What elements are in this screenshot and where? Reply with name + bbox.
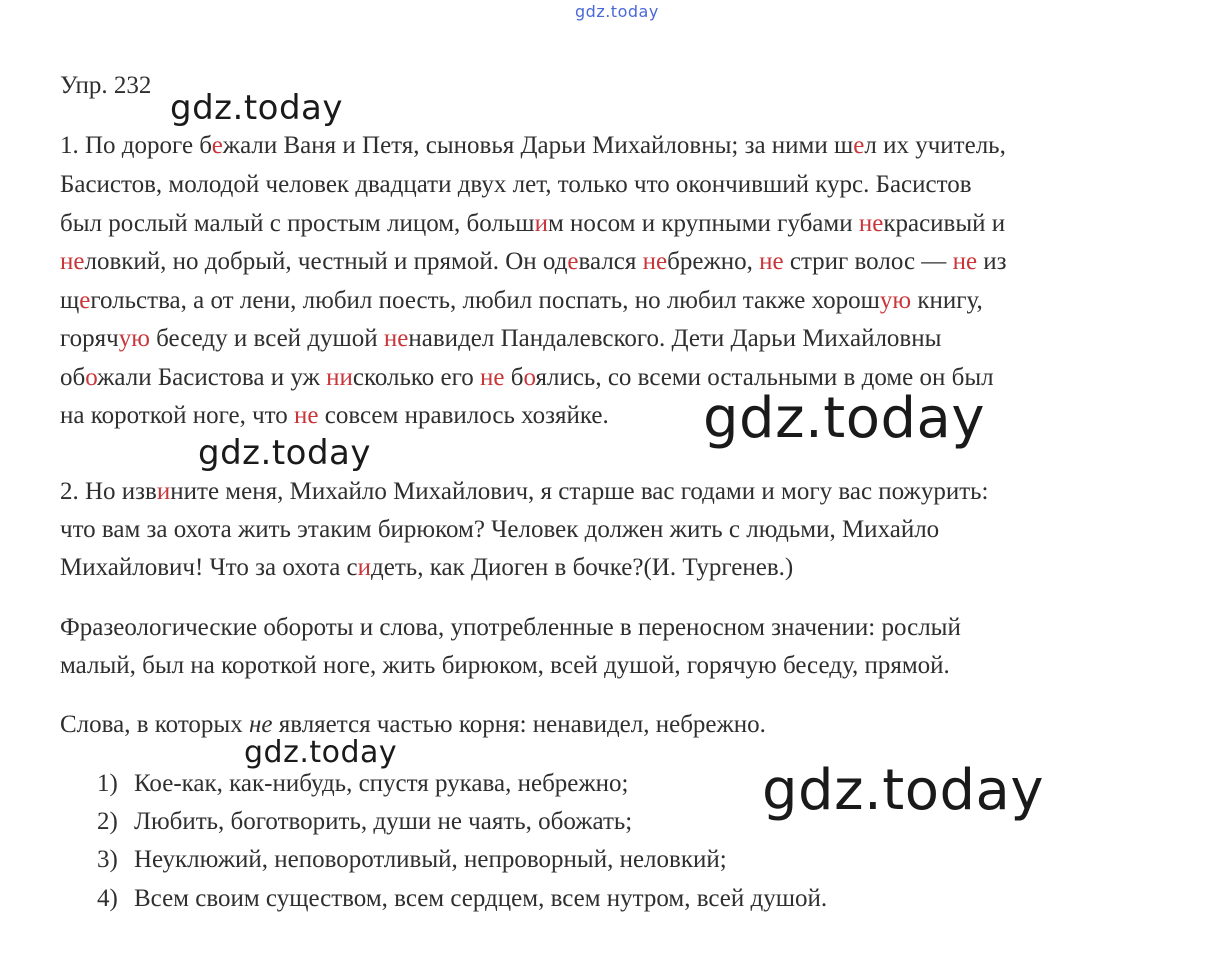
p1-line-2: Басистов, молодой человек двадцати двух лет, только что окончивший курс. Басистов: [60, 171, 972, 198]
p1-line-1: 1. По дороге бежали Ваня и Петя, сыновья Дарьи Михайловны; за ними шел их учитель,: [60, 132, 1006, 159]
list-item: 2) Любить, боготворить, души не чаять, обожать;: [97, 808, 633, 835]
watermark: gdz.today: [703, 386, 986, 451]
exercise-heading: Упр. 232: [60, 72, 152, 99]
list-item: 4) Всем своим существом, всем сердцем, всем нутром, всей душой.: [97, 885, 828, 912]
p1-line-8: на короткой ноге, что не совсем нравилось хозяйке.: [60, 402, 609, 429]
p2-line-3: Михайлович! Что за охота сидеть, как Диоген в бочке?(И. Тургенев.): [60, 554, 794, 581]
watermark-top: gdz.today: [575, 2, 659, 21]
p3-line-1: Фразеологические обороты и слова, употребленные в переносном значении: рослый: [60, 614, 961, 641]
p3-line-2: малый, был на короткой ноге, жить бирюком, всей душой, горячую беседу, прямой.: [60, 652, 950, 679]
p1-line-4: неловкий, но добрый, честный и прямой. Он одевался небрежно, не стриг волос — не из: [60, 248, 1007, 275]
watermark: gdz.today: [762, 758, 1045, 823]
p4-line: Слова, в которых не является частью корня: ненавидел, небрежно.: [60, 711, 766, 738]
p1-line-6: горячую беседу и всей душой ненавидел Пандалевского. Дети Дарьи Михайловны: [60, 325, 942, 352]
list-item: 3) Неуклюжий, неповоротливый, непроворный, неловкий;: [97, 846, 727, 873]
p1-line-3: был рослый малый с простым лицом, большим носом и крупными губами некрасивый и: [60, 210, 1006, 237]
watermark: gdz.today: [244, 735, 398, 770]
watermark: gdz.today: [170, 88, 343, 128]
p2-line-1: 2. Но извините меня, Михайло Михайлович, я старше вас годами и могу вас пожурить:: [60, 478, 989, 505]
p2-line-2: что вам за охота жить этаким бирюком? Человек должен жить с людьми, Михайло: [60, 516, 940, 543]
list-item: 1) Кое-как, как-нибудь, спустя рукава, небрежно;: [97, 770, 629, 797]
p1-line-7: обожали Басистова и уж нисколько его не боялись, со всеми остальными в доме он был: [60, 364, 994, 391]
p1-line-5: щегольства, а от лени, любил поесть, любил поспать, но любил также хорошую книгу,: [60, 287, 983, 314]
watermark: gdz.today: [198, 433, 371, 473]
